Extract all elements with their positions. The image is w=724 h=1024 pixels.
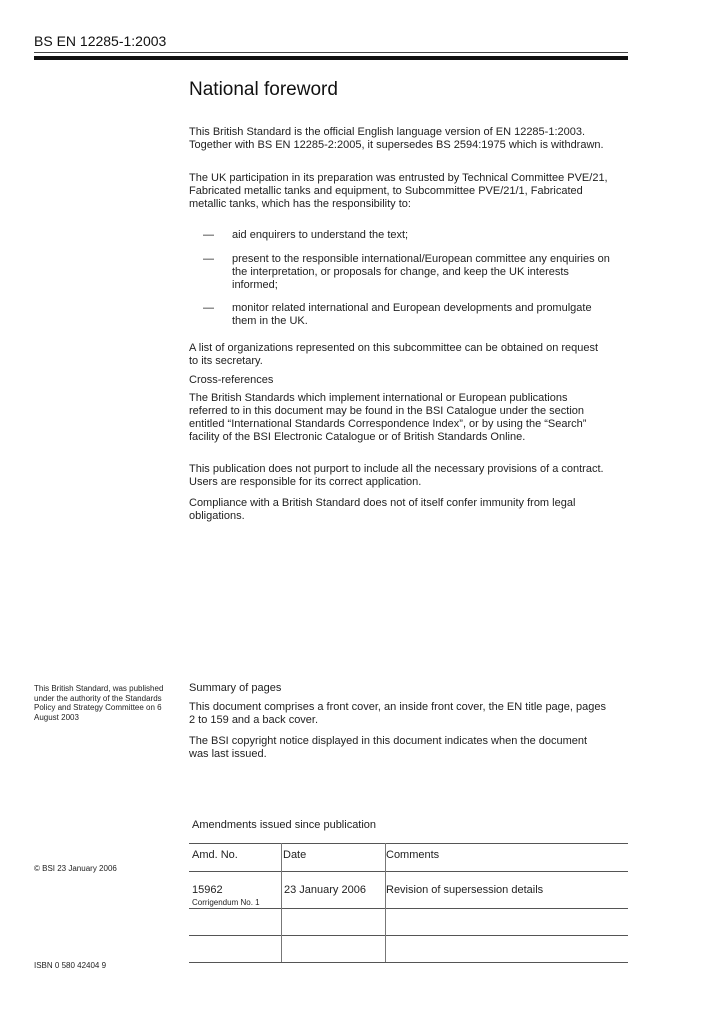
column-header-comments: Comments	[386, 849, 440, 861]
amendment-note: Corrigendum No. 1	[192, 898, 260, 907]
amendment-date: 23 January 2006	[284, 884, 366, 896]
table-rule	[189, 962, 628, 963]
paragraph-crossref: The British Standards which implement international or European publications referred to in this document may be found in the BSI Catalogue under the section entitled “International Standards Correspondence Index”, or by using the “Search” facility of the BSI Electronic Catalogue or of British Standards Online.	[189, 392, 587, 443]
bullet-marker: —	[203, 253, 214, 265]
bullet-marker: —	[203, 229, 214, 241]
header-rule-thick	[34, 56, 628, 60]
summary-heading: Summary of pages	[189, 682, 282, 694]
amendments-caption: Amendments issued since publication	[192, 819, 377, 831]
table-rule	[189, 871, 628, 872]
copyright-notice: © BSI 23 January 2006	[34, 864, 117, 873]
summary-text-copyright: The BSI copyright notice displayed in this document indicates when the document was last issued.	[189, 735, 588, 760]
table-column-divider	[281, 843, 282, 962]
column-header-amd-no: Amd. No.	[192, 849, 238, 861]
bullet-marker: —	[203, 302, 214, 314]
list-item-text: aid enquirers to understand the text;	[232, 229, 409, 241]
column-header-date: Date	[283, 849, 307, 861]
table-rule	[189, 843, 628, 844]
list-item-text: present to the responsible international/European committee any enquiries on the interpretation, or proposals for change, and keep the UK interests informed;	[232, 253, 610, 291]
list-item-text: monitor related international and European developments and promulgate them in the UK.	[232, 302, 592, 327]
amendment-number: 15962	[192, 884, 223, 896]
paragraph-committee: The UK participation in its preparation was entrusted by Technical Committee PVE/21, Fabricated metallic tanks and equipment, to Subcommittee PVE/21/1, Fabricated metallic tanks, which has the responsibility to:	[189, 172, 608, 210]
publication-note: This British Standard, was published under the authority of the Standards Policy and Strategy Committee on 6 August 2003	[34, 684, 164, 722]
header-rule-thin	[34, 52, 628, 53]
summary-text-pages: This document comprises a front cover, an inside front cover, the EN title page, pages 2 to 159 and a back cover.	[189, 701, 606, 726]
paragraph-compliance: Compliance with a British Standard does not of itself confer immunity from legal obligations.	[189, 497, 576, 522]
amendment-comments: Revision of supersession details	[386, 884, 544, 896]
isbn: ISBN 0 580 42404 9	[34, 961, 107, 970]
page-title: National foreword	[189, 79, 338, 100]
paragraph-scope: This British Standard is the official English language version of EN 12285-1:2003. Together with BS EN 12285-2:2005, it supersedes BS 2594:1975 which is withdrawn.	[189, 126, 604, 151]
table-rule	[189, 935, 628, 936]
crossref-heading: Cross-references	[189, 374, 274, 386]
table-rule	[189, 908, 628, 909]
document-id-header: BS EN 12285-1:2003	[34, 33, 167, 49]
paragraph-organizations: A list of organizations represented on this subcommittee can be obtained on request to its secretary.	[189, 342, 599, 367]
paragraph-contract: This publication does not purport to include all the necessary provisions of a contract. Users are responsible for its correct application.	[189, 463, 604, 488]
